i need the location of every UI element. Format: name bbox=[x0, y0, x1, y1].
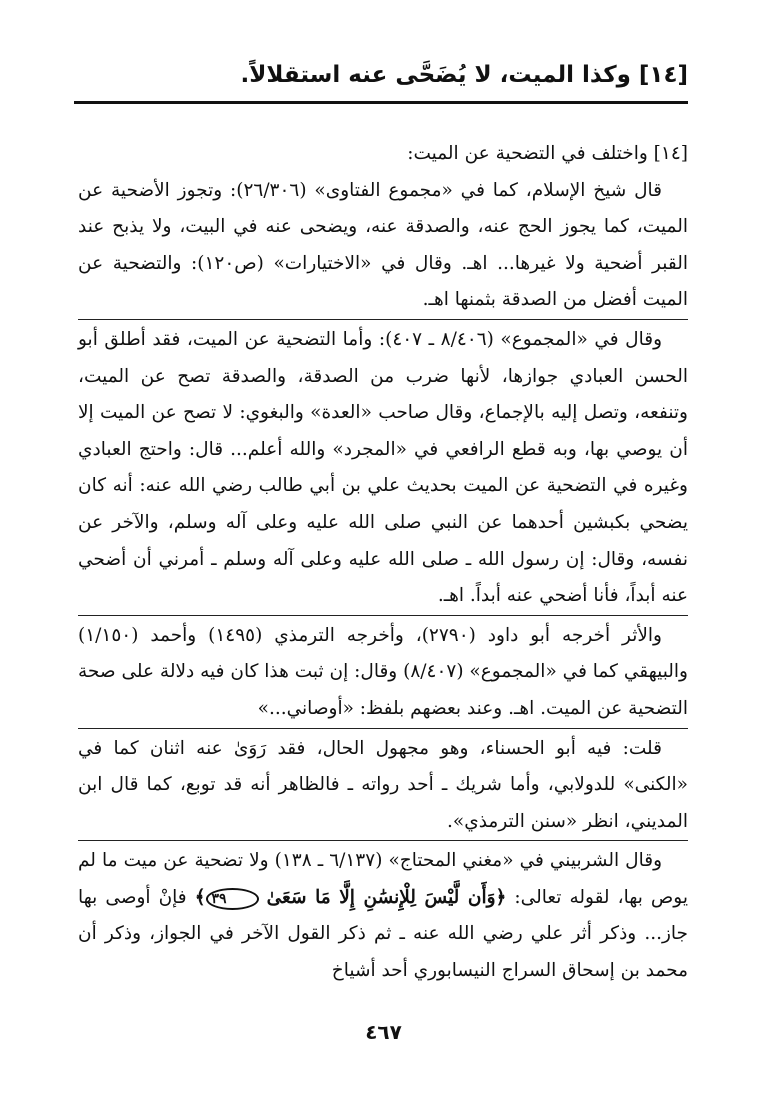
page-body bbox=[78, 136, 688, 990]
chapter-heading: [١٤] وكذا الميت، لا يُضَحَّى عنه استقلالاً. bbox=[240, 62, 688, 88]
paragraph-divider bbox=[78, 319, 688, 320]
shirbini-text-after: فإنْ أوصى بها جاز... وذكر أثر علي رضي الله عنه ـ ثم ذكر القول الآخر في الجواز، وذكر أن محمد بن إسحاق السراج النيسابوري أحد أشياخ bbox=[78, 886, 688, 982]
paragraph-divider bbox=[78, 728, 688, 729]
paragraph-divider bbox=[78, 615, 688, 616]
footnote-intro: [١٤] واختلف في التضحية عن الميت: bbox=[407, 143, 688, 164]
shirbini-text-before: وقال الشربيني في «مغني المحتاج» (٦/١٣٧ ـ ١٣٨) ولا تضحية عن ميت ما لم يوص بها، لقوله تعالى: bbox=[78, 850, 688, 908]
paragraph-majmu: وقال في «المجموع» (٨/٤٠٦ ـ ٤٠٧): وأما التضحية عن الميت، فقد أطلق أبو الحسن العبادي جوازها، لأنها ضرب من الصدقة، والصدقة تصح عن الميت، وتنفعه، وتصل إليه بالإجماع، وقال صاحب «العدة» والبغوي: لا تصح عن الميت إلا أن يوصي بها، وبه قطع الرافعي في «المجرد» والله أعلم... قال: واحتج العبادي وغيره في التضحية عن الميت بحديث علي بن أبي طالب رضي الله عنه: أنه كان يضحي بكبشين أحدهما عن النبي صلى الله عليه وعلى آله وسلم، والآخر عن نفسه، وقال: إن رسول الله ـ صلى الله عليه وعلى آله وسلم ـ أمرني أن أضحي عنه أبداً، فأنا أضحي عنه أبداً. اهـ. bbox=[78, 328, 688, 607]
paragraph-ibn-taymiyya: قال شيخ الإسلام، كما في «مجموع الفتاوى» (٢٦/٣٠٦): وتجوز الأضحية عن الميت، كما يجوز الحج عنه، والصدقة عنه، ويضحى عنه في البيت، ولا يذبح عند القبر أضحية ولا غيرها... اهـ. وقال في «الاختيارات» (ص١٢٠): والتضحية عن الميت أفضل من الصدقة بثمنها اهـ. bbox=[78, 179, 688, 311]
quran-verse-close: ﴾ bbox=[194, 886, 206, 908]
paragraph-shirbini bbox=[78, 843, 688, 989]
paragraph-takhrij: والأثر أخرجه أبو داود (٢٧٩٠)، وأخرجه الترمذي (١٤٩٥) وأحمد (١/١٥٠) والبيهقي كما في «المجموع» (٨/٤٠٧) وقال: إن ثبت هذا كان فيه دلالة على صحة التضحية عن الميت. اهـ. وعند بعضهم بلفظ: «أوصاني...» bbox=[78, 624, 688, 719]
page-number: ٤٦٧ bbox=[365, 1020, 402, 1044]
paragraph-comment: قلت: فيه أبو الحسناء، وهو مجهول الحال، فقد رَوَىٰ عنه اثنان كما في «الكنى» للدولابي، وأما شريك ـ أحد رواته ـ فالظاهر أنه قد توبع، كما قال ابن المديني، انظر «سنن الترمذي». bbox=[78, 737, 688, 832]
header-rule bbox=[74, 101, 688, 104]
quran-verse: ﴿وَأَن لَّيْسَ لِلْإِنسَٰنِ إِلَّا مَا سَعَىٰ bbox=[266, 886, 507, 908]
paragraph-divider bbox=[78, 840, 688, 841]
ayah-number-badge: ٣٩ bbox=[206, 888, 259, 910]
